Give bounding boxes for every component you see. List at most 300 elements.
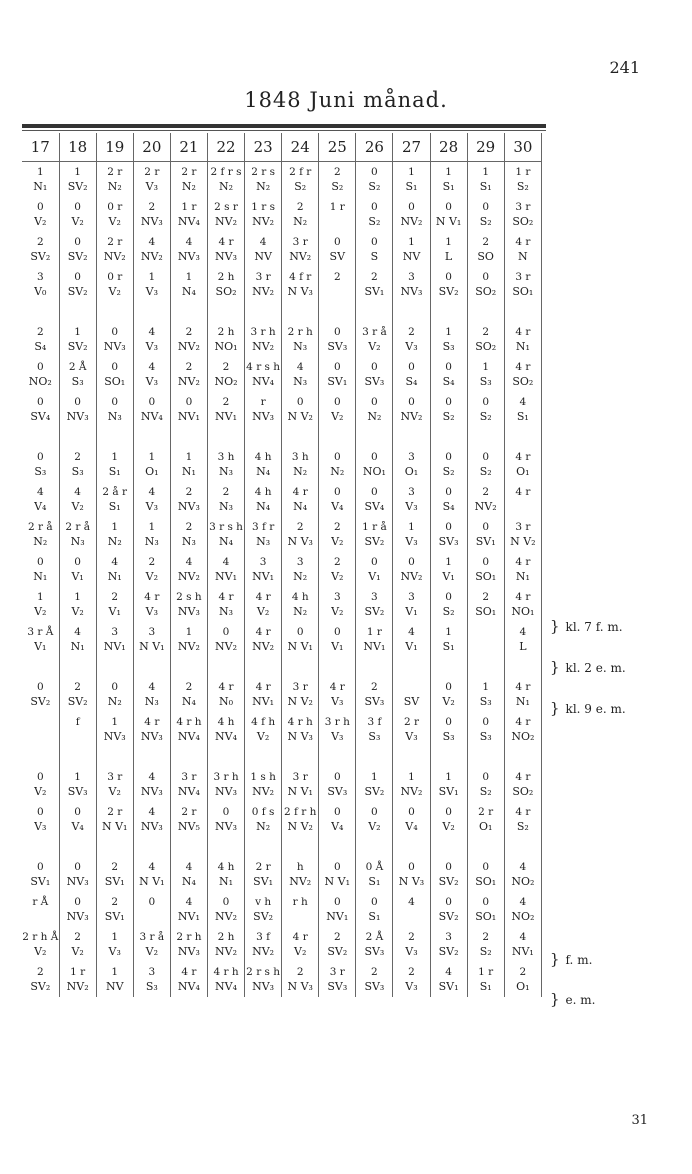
table-row [22,712,542,747]
observation-cell [133,892,170,927]
weather-code: 4 [222,556,230,568]
weather-code: 0 [482,771,490,783]
observation-cell [22,482,59,517]
wind-direction: NV [254,250,272,263]
spacer-cell [467,657,504,677]
observation-cell [207,927,244,962]
weather-code: 2 r s [251,166,275,178]
observation-cell [319,357,356,392]
wind-direction: SV₂ [30,980,51,993]
observation-cell [393,587,430,622]
wind-direction: SO₁ [475,570,497,583]
weather-code: 0 [36,806,44,818]
observation-cell [59,712,96,747]
wind-direction: N₃ [293,340,308,353]
observation-cell [22,162,59,198]
wind-direction: V₃ [145,500,158,513]
wind-direction: SV₄ [364,500,385,513]
wind-direction: V₃ [405,535,418,548]
wind-direction [319,284,355,299]
wind-direction: V₃ [145,605,158,618]
observation-cell [319,622,356,657]
note-text: e. m. [565,993,596,1007]
observation-cell [22,517,59,552]
observation-cell [319,927,356,962]
day-header: 27 [393,133,430,162]
wind-direction: N₁ [33,180,48,193]
observation-cell [467,962,504,997]
wind-direction: S₁ [479,980,492,993]
observation-cell [504,162,541,198]
observation-cell [133,857,170,892]
weather-code: 0 [445,361,452,373]
wind-direction: NV₂ [177,375,200,388]
weather-code: 4 [519,626,527,638]
spacer-row [22,302,542,322]
day-header: 22 [207,133,244,162]
observation-cell [393,892,430,927]
wind-direction: NV₂ [252,285,275,298]
weather-code: 2 [333,166,341,178]
wind-direction: S₂ [331,180,344,193]
observation-cell [282,267,319,302]
wind-direction: V₂ [34,605,47,618]
observation-cell [504,517,541,552]
weather-code: 2 [185,486,193,498]
observation-cell [393,392,430,427]
wind-direction: NV₃ [140,785,163,798]
weather-code: 2 f r h [284,806,317,818]
wind-direction: SV₂ [30,695,51,708]
observation-cell [319,447,356,482]
note-text: f. m. [565,953,593,967]
weather-code: 4 r [218,681,234,693]
wind-direction: NV₄ [215,730,237,743]
wind-direction: N₁ [33,570,48,583]
wind-direction: V₃ [405,730,418,743]
observation-cell [356,857,393,892]
observation-cell [393,927,430,962]
spacer-cell [22,427,59,447]
wind-direction: NV₁ [326,910,349,923]
weather-code: 4 r [515,451,531,463]
observation-cell [245,482,282,517]
weather-code: 4 [148,861,156,873]
spacer-cell [245,747,282,767]
wind-direction: V₂ [34,785,47,798]
wind-direction: O₁ [404,465,419,478]
wind-direction: V₂ [71,945,84,958]
spacer-cell [393,837,430,857]
table-row [22,322,542,357]
weather-code: 4 r [255,591,271,603]
observation-cell [467,162,504,198]
observation-cell [59,482,96,517]
wind-direction: S [370,250,379,263]
weather-code: 0 [445,396,452,408]
weather-code: 4 f h [251,716,276,728]
weather-code: 2 [482,931,490,943]
observation-cell [393,857,430,892]
table-row [22,892,542,927]
observation-cell [22,802,59,837]
weather-code: 3 r [329,966,345,978]
observation-cell [282,962,319,997]
observation-cell [207,767,244,802]
day-header: 21 [170,133,207,162]
observation-cell [245,962,282,997]
weather-code: 1 [408,521,415,533]
weather-code: 4 r h [287,716,313,728]
wind-direction: SV₂ [364,785,385,798]
weather-code: 0 r [107,201,123,213]
wind-direction: SV₃ [364,695,385,708]
observation-cell [430,677,467,712]
wind-direction: V₂ [331,410,344,423]
wind-direction: V₂ [442,820,455,833]
weather-code: r h [292,896,308,908]
wind-direction: V₂ [71,215,84,228]
weather-code: 3 [445,931,452,943]
observation-cell [393,677,430,712]
observation-cell [96,857,133,892]
wind-direction: S₂ [442,605,455,618]
weather-code: 0 [36,861,44,873]
observation-cell [430,767,467,802]
weather-code: 2 f r [289,166,312,178]
observation-cell [170,892,207,927]
weather-code: 0 [445,521,452,533]
observation-cell [504,677,541,712]
weather-code: 2 Å [365,931,384,943]
weather-code: 4 [259,236,267,248]
wind-direction: NO₂ [511,875,535,888]
observation-cell [393,802,430,837]
day-header: 30 [504,133,541,162]
weather-code: 4 r [515,806,531,818]
wind-direction: SV₂ [364,605,385,618]
weather-code: 3 r Å [27,626,54,638]
page-title: 1848 Juni månad. [244,88,448,112]
observation-cell [430,712,467,747]
weather-code: 0 [222,806,230,818]
wind-direction: N₃ [218,465,234,478]
observation-cell [22,622,59,657]
observation-cell [282,552,319,587]
observation-table [22,133,542,997]
table-row [22,552,542,587]
observation-cell [430,962,467,997]
weather-code: 0 [74,806,81,818]
wind-direction: NV₂ [474,500,497,513]
observation-cell [170,232,207,267]
wind-direction: V₄ [405,820,418,833]
weather-code: 2 [482,591,490,603]
observation-cell [170,197,207,232]
spacer-cell [356,657,393,677]
wind-direction: NV₅ [177,820,200,833]
wind-direction: N₂ [33,535,48,548]
wind-direction: NV₂ [177,640,200,653]
wind-direction: NV₂ [252,785,275,798]
observation-cell [282,197,319,232]
weather-code: 2 h [217,931,235,943]
wind-direction [282,909,318,924]
weather-code: 1 r [478,966,494,978]
table-row [22,587,542,622]
observation-cell [393,767,430,802]
observation-cell [133,962,170,997]
wind-direction: N₄ [181,695,196,708]
wind-direction: SV₂ [67,180,88,193]
observation-cell [467,392,504,427]
wind-direction: NV₁ [215,570,237,583]
wind-direction: S₃ [442,730,455,743]
weather-code: 2 [408,966,415,978]
wind-direction: NV₄ [177,980,200,993]
observation-cell [504,552,541,587]
table-row [22,447,542,482]
observation-cell [504,392,541,427]
spacer-cell [282,427,319,447]
weather-code: 2 [333,521,341,533]
wind-direction: SO [477,250,494,263]
observation-cell [170,482,207,517]
wind-direction: N₃ [144,695,159,708]
day-header: 29 [467,133,504,162]
weather-code: 3 [408,591,415,603]
weather-code: 2 [185,361,193,373]
weather-code: 3 f [367,716,382,728]
observation-cell [22,552,59,587]
observation-cell [22,197,59,232]
observation-cell [356,322,393,357]
wind-direction: N₁ [181,465,196,478]
wind-direction: N₄ [293,500,308,513]
weather-code: 2 [148,556,156,568]
wind-direction: NV₂ [215,945,237,958]
weather-code: v h [255,896,272,908]
weather-code: 1 [111,451,119,463]
observation-cell [96,587,133,622]
observation-cell [170,447,207,482]
observation-cell [356,392,393,427]
wind-direction: V₃ [331,695,344,708]
wind-direction: SV₃ [67,785,88,798]
weather-code: 2 [74,931,81,943]
observation-cell [430,392,467,427]
weather-code: 2 [36,326,44,338]
wind-direction: NV₂ [215,910,237,923]
weather-code: 4 r h [213,966,239,978]
weather-code: 4 r [515,361,531,373]
weather-code: 2 r [478,806,494,818]
observation-cell [96,622,133,657]
wind-direction: V₄ [34,500,47,513]
observation-cell [207,622,244,657]
wind-direction: SO₁ [475,875,497,888]
wind-direction: SV₃ [364,980,385,993]
weather-code: 4 [36,486,44,498]
table-row [22,767,542,802]
wind-direction: NV₃ [177,945,200,958]
spacer-cell [133,302,170,322]
observation-cell [207,962,244,997]
weather-code: 3 h [291,451,309,463]
weather-code: 2 s h [176,591,202,603]
observation-cell [133,357,170,392]
observation-cell [170,677,207,712]
observation-cell [207,322,244,357]
wind-direction: SV₁ [438,980,459,993]
wind-direction: NV₃ [177,605,200,618]
weather-code: 4 [445,966,452,978]
spacer-cell [245,302,282,322]
weather-code: 4 [185,236,193,248]
weather-code: 0 [371,166,378,178]
wind-direction: NV₁ [252,695,275,708]
wind-direction: N V₂ [287,695,313,708]
brace-icon: } [550,990,560,1008]
observation-cell [96,392,133,427]
observation-cell [282,802,319,837]
observation-cell [133,677,170,712]
spacer-cell [319,427,356,447]
observation-cell [133,322,170,357]
weather-code: 2 r [181,806,197,818]
wind-direction: N V₃ [398,875,425,888]
observation-cell [356,552,393,587]
wind-direction: NV₃ [140,215,163,228]
weather-code: 0 [333,896,341,908]
wind-direction: N₄ [256,500,271,513]
observation-cell [22,587,59,622]
wind-direction: N₃ [70,535,85,548]
wind-direction: SO₁ [104,375,126,388]
wind-direction: O₁ [516,980,530,993]
wind-direction: N₂ [218,180,234,193]
wind-direction: V₃ [34,820,47,833]
weather-code: 0 [296,626,304,638]
wind-direction: SV₂ [30,250,51,263]
wind-direction: NV₁ [252,570,275,583]
observation-cell [59,267,96,302]
spacer-cell [504,837,541,857]
wind-direction: N V₂ [287,410,313,423]
weather-code: 1 [185,271,193,283]
weather-code: 3 [296,556,304,568]
wind-direction [22,909,59,924]
wind-direction: N₁ [70,640,85,653]
spacer-cell [504,302,541,322]
weather-code: 0 [445,806,452,818]
observation-cell [245,232,282,267]
wind-direction: SO₂ [512,375,534,388]
observation-cell [282,392,319,427]
wind-direction: N V₁ [287,640,313,653]
wind-direction: NV₄ [177,730,200,743]
weather-code: 2 [519,966,527,978]
weather-code: 3 [148,966,156,978]
table-row [22,677,542,712]
wind-direction: NV₃ [140,820,163,833]
observation-cell [430,357,467,392]
weather-code: 0 [333,396,341,408]
wind-direction: NV₂ [252,945,275,958]
observation-cell [319,517,356,552]
weather-code: 0 [482,861,490,873]
observation-cell [96,357,133,392]
weather-code: 1 [111,931,119,943]
spacer-cell [133,837,170,857]
wind-direction: SV₁ [104,875,125,888]
weather-code: 4 r [218,591,234,603]
weather-code: 0 [445,451,452,463]
observation-cell [245,677,282,712]
wind-direction: V₀ [34,285,47,298]
weather-code: 4 h [254,451,272,463]
observation-cell [430,197,467,232]
wind-direction: NV₂ [289,875,312,888]
weather-code: 3 r å [139,931,165,943]
weather-code: 3 r h [213,771,239,783]
wind-direction: N₀ [218,695,234,708]
wind-direction: NV₂ [400,785,423,798]
observation-cell [282,892,319,927]
observation-cell [504,802,541,837]
wind-direction: S₁ [479,180,492,193]
weather-code: 0 [333,771,341,783]
wind-direction: N V₁ [139,640,165,653]
weather-code: 1 [445,626,452,638]
weather-code: 1 [74,771,81,783]
weather-code: 0 [148,896,156,908]
observation-cell [133,587,170,622]
wind-direction: N₂ [293,465,308,478]
weather-code: 0 [445,486,452,498]
weather-code: 2 r [107,236,123,248]
wind-direction: SV₂ [67,695,88,708]
weather-code: 4 [185,556,193,568]
table-row [22,927,542,962]
observation-cell [245,857,282,892]
wind-direction: N₁ [218,875,234,888]
spacer-cell [467,302,504,322]
wind-direction: SV₂ [438,285,459,298]
observation-cell [467,892,504,927]
wind-direction: NV₂ [215,640,237,653]
wind-direction: S₃ [34,465,47,478]
wind-direction: N₂ [293,215,308,228]
weather-code: 0 [408,556,415,568]
weather-code: 1 [408,771,415,783]
weather-code: 0 f s [251,806,275,818]
wind-direction: S₁ [108,500,121,513]
spacer-cell [430,302,467,322]
weather-code: 3 f [256,931,271,943]
wind-direction: NV₂ [289,250,312,263]
wind-direction: S₂ [368,215,381,228]
weather-code: 0 [111,396,119,408]
weather-code: 2 r s h [246,966,281,978]
wind-direction: N₂ [293,605,308,618]
spacer-cell [96,837,133,857]
table-row [22,197,542,232]
weather-code: 4 [519,861,527,873]
wind-direction: NV₄ [140,410,163,423]
day-header: 28 [430,133,467,162]
wind-direction: SO₁ [512,285,534,298]
